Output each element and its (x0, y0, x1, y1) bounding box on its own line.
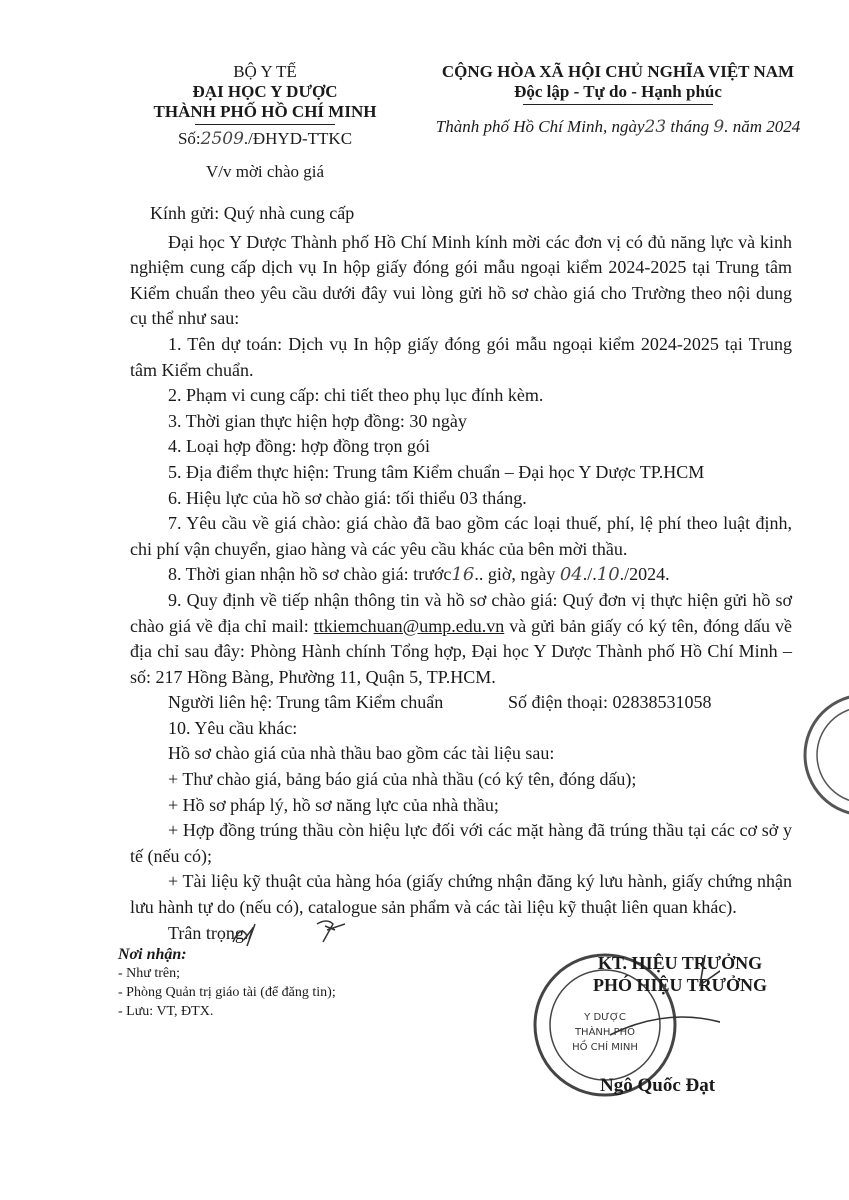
item-9: 9. Quy định về tiếp nhận thông tin và hồ sơ chào giá: Quý đơn vị thực hiện gửi hồ sơ chào giá về địa chỉ mail: ttkiemchuan@ump.edu.vn và gửi bản giấy có ký tên, đóng dấu về địa chỉ sau đây: Phòng Hành chính Tổng hợp, Đại học Y Dược Thành phố Hồ Chí Minh – số: 217 Hồng Bàng, Phường 11, Quận 5, TP.HCM. (130, 589, 792, 687)
contact-email-link[interactable]: ttkiemchuan@ump.edu.vn (313, 615, 505, 636)
item-3: 3. Thời gian thực hiện hợp đồng: 30 ngày (168, 410, 467, 431)
national-header (418, 62, 818, 137)
item-4: 4. Loại hợp đồng: hợp đồng trọn gói (168, 436, 431, 457)
header-underline (195, 124, 335, 125)
nation-title: CỘNG HÒA XÃ HỘI CHỦ NGHĨA VIỆT NAM (441, 62, 795, 81)
recipients-title: Nơi nhận: (118, 946, 187, 963)
document-subject: V/v mời chào giá (205, 162, 325, 181)
ministry-name: BỘ Y TẾ (233, 62, 297, 81)
motto-underline (523, 104, 713, 105)
university-name-line2: THÀNH PHỐ HỒ CHÍ MINH (153, 102, 377, 121)
university-name-line1: ĐẠI HỌC Y DƯỢC (192, 82, 338, 101)
partial-seal-stamp-icon (790, 690, 849, 820)
item-10: 10. Yêu cầu khác: (168, 717, 298, 738)
item-8: 8. Thời gian nhận hồ sơ chào giá: trước16.. giờ, ngày 04./.10./2024. (168, 564, 670, 586)
item-7: 7. Yêu cầu về giá chào: giá chào đã bao gồm các loại thuế, phí, lệ phí theo luật định, chi phí vận chuyển, giao hàng và các yêu cầu khác của bên mời thầu. (130, 513, 792, 559)
recipient-item: - Lưu: VT, ĐTX. (118, 1004, 214, 1019)
recipient-item: - Như trên; (118, 966, 181, 981)
salutation: Kính gửi: Quý nhà cung cấp (150, 203, 355, 223)
document-date: Thành phố Hồ Chí Minh, ngày23 tháng 9. năm 2024 (435, 117, 801, 137)
intro-paragraph: Đại học Y Dược Thành phố Hồ Chí Minh kính mời các đơn vị có đủ năng lực và kinh nghiệm cung cấp dịch vụ In hộp giấy đóng gói mẫu ngoại kiểm 2024-2025 tại Trung tâm Kiểm chuẩn theo yêu cầu dưới đây vui lòng gửi hồ sơ chào giá cho Trường theo nội dung cụ thể như sau: (130, 231, 792, 329)
letter-body (130, 201, 792, 946)
issuer-header (150, 62, 380, 182)
handwritten-number: 2509 (200, 129, 244, 149)
documents-intro: Hồ sơ chào giá của nhà thầu bao gồm các tài liệu sau: (168, 743, 555, 764)
document-requirement-4: + Tài liệu kỹ thuật của hàng hóa (giấy chứng nhận đăng ký lưu hành, giấy chứng nhận lưu hành tự do (nếu có), catalogue sản phẩm và các tài liệu kỹ thuật liên quan khác). (130, 871, 792, 918)
item-2: 2. Phạm vi cung cấp: chi tiết theo phụ lục đính kèm. (168, 385, 544, 406)
contact-line: Người liên hệ: Trung tâm Kiểm chuẩn Số điện thoại: 02838531058 (168, 692, 712, 713)
national-motto: Độc lập - Tự do - Hạnh phúc (514, 82, 722, 101)
item-5: 5. Địa điểm thực hiện: Trung tâm Kiểm chuẩn – Đại học Y Dược TP.HCM (168, 461, 705, 482)
signer-name: Ngô Quốc Đạt (600, 1075, 716, 1096)
item-1: 1. Tên dự toán: Dịch vụ In hộp giấy đóng gói mẫu ngoại kiểm 2024-2025 tại Trung tâm Kiểm chuẩn. (130, 333, 792, 380)
seal-text: THÀNH PHỐ (574, 1027, 636, 1038)
document-requirement-2: + Hồ sơ pháp lý, hồ sơ năng lực của nhà thầu; (168, 794, 499, 815)
recipients-block (118, 945, 336, 1021)
closing: Trân trọng./ (168, 922, 254, 943)
signature-title-1: KT. HIỆU TRƯỞNG (597, 953, 763, 973)
seal-text: HỒ CHÍ MINH (572, 1042, 638, 1053)
document-requirement-1: + Thư chào giá, bảng báo giá của nhà thầu (có ký tên, đóng dấu); (168, 769, 637, 790)
document-number: Số:2509./ĐHYD-TTKC (177, 129, 353, 149)
seal-text: Y DƯỢC (584, 1012, 626, 1023)
item-6: 6. Hiệu lực của hồ sơ chào giá: tối thiểu 03 tháng. (168, 487, 527, 508)
recipient-item: - Phòng Quản trị giáo tài (để đăng tin); (118, 985, 336, 1000)
signature-title-2: PHÓ HIỆU TRƯỞNG (592, 975, 767, 995)
document-requirement-3: + Hợp đồng trúng thầu còn hiệu lực đối với các mặt hàng đã trúng thầu tại các cơ sở y tế (nếu có); (130, 820, 792, 866)
handwritten-signature-icon (600, 955, 720, 1045)
